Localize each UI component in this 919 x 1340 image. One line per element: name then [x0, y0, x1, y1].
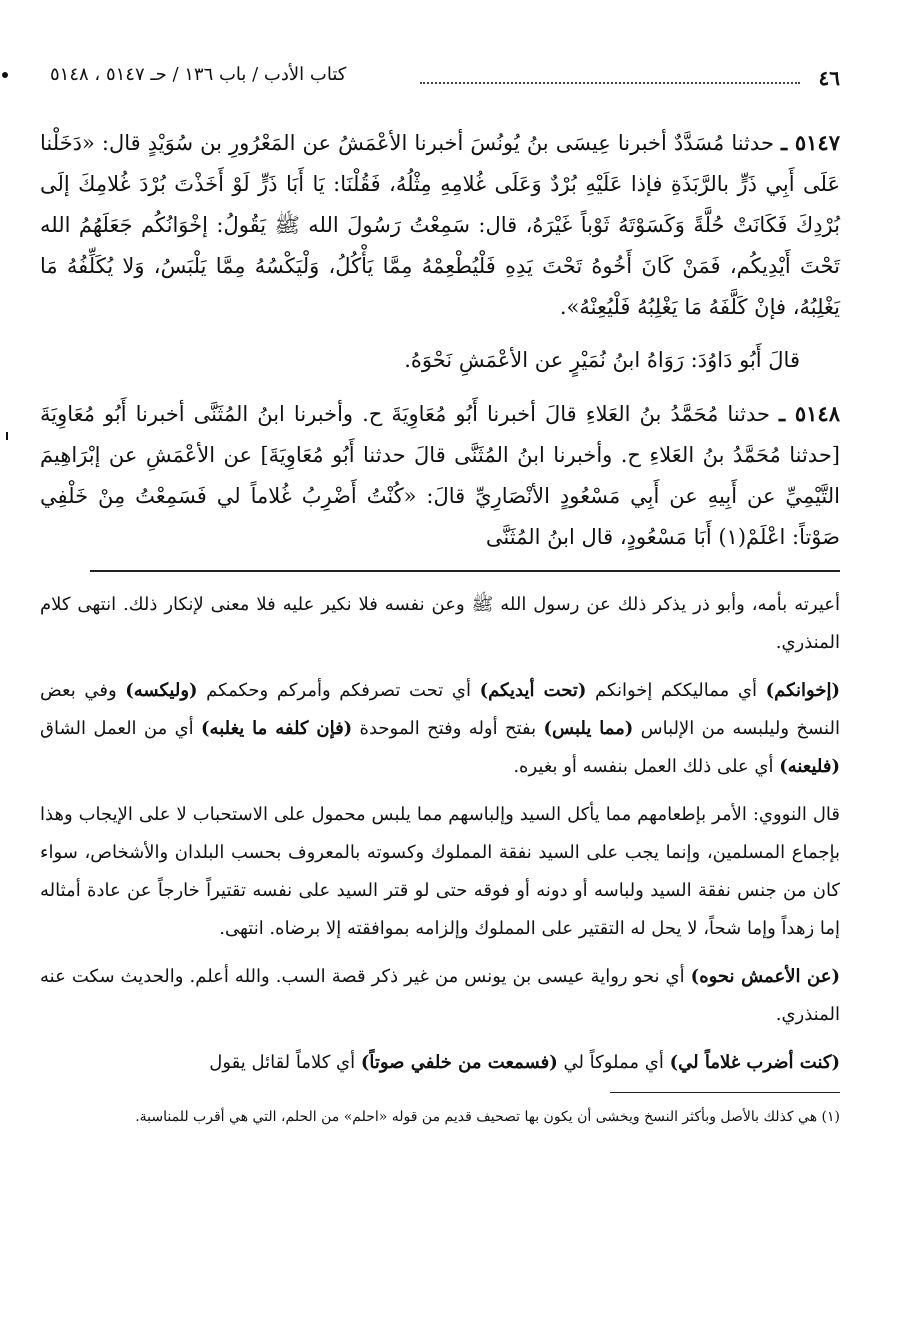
- lemma: (مما يلبس): [543, 718, 634, 739]
- lemma: (إخوانكم): [765, 680, 840, 701]
- lemma: (عن الأعمش نحوه): [690, 966, 840, 987]
- gloss: أي نحو رواية عيسى بن يونس من غير ذكر قصة السب. والله أعلم. والحديث سكت عنه المنذري.: [40, 966, 840, 1025]
- hadith-body: حدثنا مُحَمَّدُ بنُ العَلاءِ قالَ أخبرنا أَبُو مُعَاوِيَةَ ح. وأخبرنا ابنُ المُثَنَّى أخبرنا أَبُو مُعَاوِيَةَ [حدثنا مُحَمَّدُ بنُ العَلاءِ ح. وأخبرنا ابنُ المُثَنَّى قالَ حدثنا أَبُو مُعَاوِيَةَ] عن الأعْمَشِ عن إبْرَاهِيمَ التَّيْمِيِّ عن أَبِيهِ عن أَبِي مَسْعُودٍ الأنْصَارِيِّ قالَ: «كُنْتُ أَضْرِبُ غُلاماً لي فَسَمِعْتُ مِنْ خَلْفِي صَوْتاً: اعْلَمْ(١) أَبَا مَسْعُودٍ، قال ابنُ المُثَنَّى: [40, 402, 840, 549]
- scan-margin-tick: [6, 432, 8, 440]
- lemma: (وليكسه): [125, 680, 198, 701]
- gloss: وفي بعض النسخ وليلبسه من الإلباس: [40, 680, 840, 739]
- hadith-text: [40, 122, 840, 558]
- book-page: [40, 60, 840, 1133]
- gloss: أي تحت تصرفكم وأمركم وحكمكم: [197, 680, 480, 701]
- gloss: أي على ذلك العمل بنفسه أو بغيره.: [513, 756, 780, 777]
- lemma: (كنت أضرب غلاماً لي): [669, 1052, 840, 1073]
- gloss: أي من العمل الشاق: [40, 718, 202, 739]
- page-number: ٤٦: [818, 66, 840, 90]
- hadith-number: ٥١٤٧ ـ: [781, 130, 840, 155]
- commentary-paragraph: [40, 958, 840, 1034]
- gloss: بفتح أوله وفتح الموحدة: [352, 718, 544, 739]
- abu-dawud-note: قالَ أَبُو دَاوُدَ: رَوَاهُ ابنُ نُمَيْرٍ عن الأعْمَشِ نَحْوَهُ.: [404, 348, 800, 372]
- lemma: (فإن كلفه ما يغلبه): [201, 718, 353, 739]
- commentary-paragraph: أعيرته بأمه، وأبو ذر يذكر ذلك عن رسول الله ﷺ وعن نفسه فلا نكير عليه فلا معنى لإنكار ذلك. انتهى كلام المنذري.: [40, 594, 840, 653]
- commentary-paragraph: قال النووي: الأمر بإطعامهم مما يأكل السيد وإلباسهم مما يلبس محمول على الاستحباب لا على الإيجاب وهذا بإجماع المسلمين، وإنما يجب على السيد نفقة المملوك وكسوته بالمعروف بحسب البلدان والأشخاص، سواء كان من جنس نفقة السيد ولباسه أو دونه أو فوقه حتى لو قتر السيد على نفسه تقتيراً خارجاً عن عادة أمثاله إما زهداً وإما شحاً، لا يحل له التقتير على المملوك وإلزامه بموافقته إلا برضاه. انتهى.: [40, 804, 840, 939]
- commentary-paragraph: [40, 1044, 840, 1082]
- footnote-divider: [610, 1092, 840, 1093]
- running-title: كتاب الأدب / باب ١٣٦ / حـ ٥١٤٧ ، ٥١٤٨: [50, 64, 347, 85]
- hadith-number: ٥١٤٨ ـ: [779, 401, 840, 426]
- footnote: (١) هي كذلك بالأصل وبأكثر النسخ ويخشى أن يكون بها تصحيف قديم من قوله «احلم» من الحلم، التي هي أقرب للمناسبة.: [135, 1109, 840, 1125]
- hadith-5148: [40, 393, 840, 558]
- gloss: أي مماليككم إخوانكم: [586, 680, 766, 701]
- header-dotted-leader: [420, 68, 800, 84]
- lemma: (تحت أيديكم): [479, 680, 587, 701]
- text-commentary-divider: [90, 570, 840, 572]
- scan-margin-mark: [2, 72, 8, 78]
- hadith-5147: [40, 122, 840, 328]
- hadith-body: حدثنا مُسَدَّدٌ أخبرنا عِيسَى بنُ يُونُسَ أخبرنا الأعْمَشُ عن المَعْرُورِ بن سُوَيْدٍ قال: «دَخَلْنا عَلَى أَبِي ذَرٍّ بالرَّبَذَةِ فإذا عَلَيْهِ بُرْدٌ وَعَلَى غُلامِهِ مِثْلُهُ، فَقُلْنَا: يَا أَبَا ذَرٍّ لَوْ أَخَذْتَ بُرْدَ غُلامِكَ إلَى بُرْدِكَ فَكَانَتْ حُلَّةً وَكَسَوْتَهُ ثَوْباً غَيْرَهُ، قال: سَمِعْتُ رَسُولَ الله ﷺ يَقُولُ: إخْوَانُكُم جَعَلَهُمُ الله تَحْتَ أَيْدِيكُم، فَمَنْ كَانَ أَخُوهُ تَحْتَ يَدِهِ فَلْيُطْعِمْهُ مِمَّا يَأْكُلُ، وَلْيَكْسُهُ مِمَّا يَلْبَسُ، وَلا يُكَلِّفُهُ مَا يَغْلِبُهُ، فإنْ كَلَّفَهُ مَا يَغْلِبُهُ فَلْيُعِنْهُ».: [40, 131, 840, 319]
- gloss: أي كلاماً لقائل يقول: [209, 1052, 361, 1073]
- gloss: أي مملوكاً لي: [557, 1052, 670, 1073]
- lemma: (فليعنه): [779, 756, 840, 777]
- commentary-paragraph: [40, 672, 840, 786]
- lemma: (فسمعت من خلفي صوتاً): [360, 1052, 558, 1073]
- commentary: [40, 586, 840, 1082]
- page-header: [40, 60, 840, 100]
